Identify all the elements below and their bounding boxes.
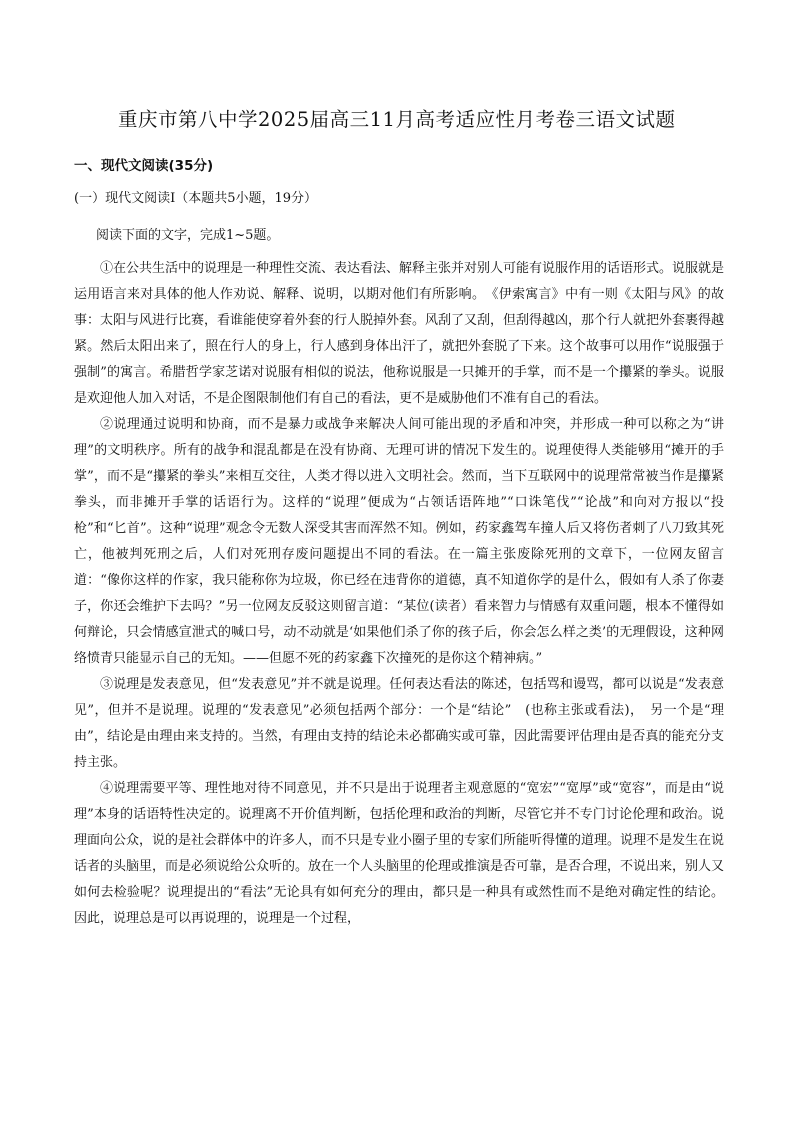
paragraph-4: ④说理需要平等、理性地对待不同意见，并不只是出于说理者主观意愿的“宽宏”“宽厚”或“宽容”，而是由“说理”本身的话语特性决定的。说理离不开价值判断，包括伦理和政治的判断，尽管它并不专门讨论伦理和政治。说理面向公众，说的是社会群体中的许多人，而不只是专业小圈子里的专家们所能听得懂的道理。说理不是发生在说话者的头脑里，而是必须说给公众听的。放在一个人头脑里的伦理或推演是否可靠，是否合理，不说出来，别人又如何去检验呢？说理提出的“看法”无论具有如何充分的理由，都只是一种具有或然性而不是绝对确定性的结论。因此，说理总是可以再说理的，说理是一个过程， — [74, 781, 725, 926]
subsection-heading: (一）现代文阅读Ⅰ（本题共5小题，19分） — [74, 191, 318, 206]
paragraph-3: ③说理是发表意见，但“发表意见”并不就是说理。任何表达看法的陈述，包括骂和谩骂，都可以说是“发表意见”，但并不是说理。说理的“发表意见”必须包括两个部分：一个是“结论” (也称主张或看法)， 另一个是“理由”，结论是由理由来支持的。当然，有理由支持的结论未必都确实或可靠，因此需要评估理由是否真的能充分支持主张。 — [74, 677, 724, 770]
page-title: 重庆市第八中学2025届高三11月高考适应性月考卷三语文试题 — [118, 108, 676, 131]
reading-instruction: 阅读下面的文字，完成1~5题。 — [96, 228, 280, 243]
paragraph-2: ②说理通过说明和协商，而不是暴力或战争来解决人间可能出现的矛盾和冲突，并形成一种可以称之为“讲理”的文明秩序。所有的战争和混乱都是在没有协商、无理可讲的情况下发生的。说理使得人类能够用“摊开的手掌”，而不是“攥紧的拳头”来相互交往，人类才得以进入文明社会。然而，当下互联网中的说理常常被当作是攥紧拳头，而非摊开手掌的话语行为。这样的“说理”便成为“占领话语阵地”“口诛笔伐”“论战”和向对方报以“投枪”和“匕首”。这种“说理”观念令无数人深受其害而浑然不知。例如，药家鑫驾车撞人后又将伤者刺了八刀致其死亡，他被判死刑之后，人们对死刑存废问题提出不同的看法。在一篇主张废除死刑的文章下，一位网友留言道：“像你这样的作家，我只能称你为垃圾，你已经在违背你的道德，真不知道你学的是什么，假如有人杀了你妻子，你还会维护下去吗？”另一位网友反驳这则留言道：“某位(读者）看来智力与情感有双重问题，根本不懂得如何辩论，只会情感宣泄式的喊口号，动不动就是‘如果他们杀了你的孩子后，你会怎么样之类’的无理假设，这种网络愤青只能显示自己的无知。——但愿不死的药家鑫下次撞死的是你这个精神病。” — [74, 417, 724, 666]
paragraph-1: ①在公共生活中的说理是一种理性交流、表达看法、解释主张并对别人可能有说服作用的话语形式。说服就是运用语言来对具体的他人作劝说、解释、说明，以期对他们有所影响。 《伊索寓言》中有一则《太阳与风》的故事：太阳与风进行比赛，看谁能使穿着外套的行人脱掉外套。风刮了又刮，但刮得越凶，那个行人就把外套裹得越紧。然后太阳出来了，照在行人的身上，行人感到身体出汗了，就把外套脱了下来。这个故事可以用作“说服强于强制”的寓言。希腊哲学家芝诺对说服有相似的说法，他称说服是一只摊开的手掌，而不是一个攥紧的拳头。说服是欢迎他人加入对话，不是企图限制他们有自己的看法，更不是威胁他们不准有自己的看法。 — [74, 261, 725, 406]
passage-body — [74, 256, 724, 932]
section-heading: 一、现代文阅读(35分) — [74, 158, 214, 174]
